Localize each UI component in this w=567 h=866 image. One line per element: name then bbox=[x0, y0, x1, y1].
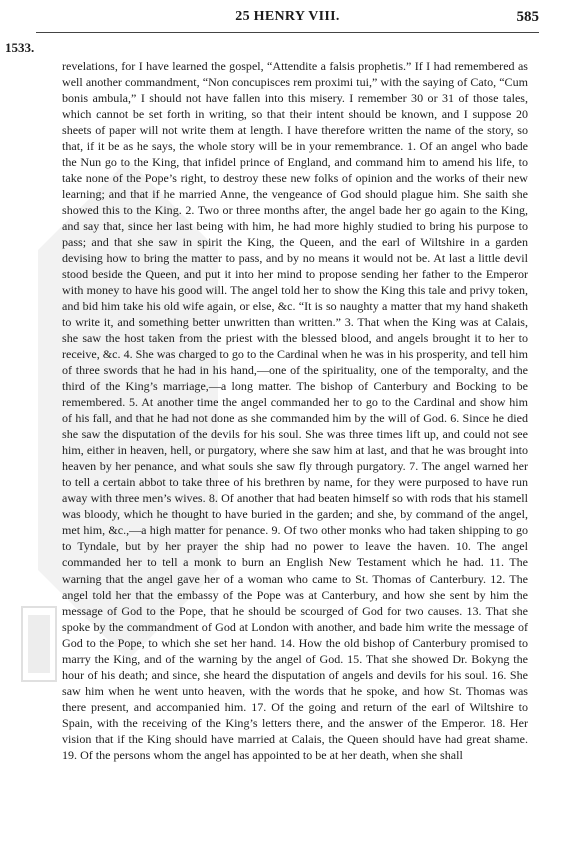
body-paragraph: revelations, for I have learned the gospel, “Attendite a falsis prophetis.” If I had remembered as well another commandment, “Non concupisces rem proximi tui,” with the saying of Cato, “Cum bonis ambula,” I should not have fallen into this misery. I remember 30 or 31 of those tales, which cannot be set forth in writing, so that their intent should be known, and I suppose 20 sheets of paper will not write them at length. I have therefore written the name of the story, so that, if it be as he says, the whole story will be in your remembrance. 1. Of an angel who bade the Nun go to the King, that infidel prince of England, and command him to amend his life, to take none of the Pope’s right, to destroy these new folks of opinion and the works of their new learning; and that if he married Anne, the vengeance of God should plague him. She saith she showed this to the King. 2. Two or three months after, the angel bade her go again to the King, and say that, since her last being with him, he had more highly studied to bring his purpose to pass; and that she saw in spirit the King, the Queen, and the earl of Wiltshire in a garden devising how to bring the matter to pass, and by no means it would not be. At last a little devil stood beside the Queen, and put it into her mind to propose sending her father to the Emperor with money to have his good will. The angel told her to show the King this tale and privy token, and bid him take his old wife again, or else, &c. “It is so naughty a matter that my hand shaketh to write it, and something better unwritten than written.” 3. That when the King was at Calais, she saw the host taken from the priest with the blessed blood, and angels brought it to her to receive, &c. 4. She was charged to go to the Cardinal when he was in his prosperity, and tell him of three swords that he had in his hand,—one of the spirituality, one of the temporalty, and the third of the King’s marriage,—a long matter. The bishop of Canterbury and Bocking to be remembered. 5. At another time the angel commanded her to go to the Cardinal and show him of his fall, and that he had not done as she commanded him by the will of God. 6. Since he died she saw the disputation of the devils for his soul. She was three times lift up, and could not see him, either in heaven, hell, or purgatory, where she saw him at last, and that he was brought into heaven by her penance, and what souls she saw fly through purgatory. 7. The angel warned her to tell a certain abbot to take three of his brethren by name, for they were purposed to have run away with three men’s wives. 8. Of another that had beaten himself so with rods that his stamell was bloody, which he thought to have buried in the garden; and she, by command of the angel, met him, &c.,—a high matter for penance. 9. Of two other monks who had taken shipping to go to Tyndale, but by her prayer the ship had no power to leave the haven. 10. The angel commanded her to tell a monk to burn an English New Testament which he had. 11. The warning that the angel gave her of a woman who came to St. Thomas of Canterbury. 12. The angel told her that the embassy of the Pope was at Canterbury, and how she sent by him the message of God to the Pope, that he should be scourged of God for two causes. 13. That she spoke by the commandment of God at London with another, and bade him write the message of God to the Pope, to which she set her hand. 14. How the old bishop of Canterbury promised to marry the King, and of the warning by the angel of God. 15. That she showed Dr. Bokyng the hour of his death; and since, she heard the disputation of angels and devils for his soul. 16. She saw him when he went unto heaven, with the words that he spoke, and how St. Thomas was there present, and accompanied him. 17. Of the going and return of the earl of Wiltshire to Spain, with the receiving of the King’s letters there, and the answer of the Emperor. 18. Her vision that if the King should have married at Calais, the Queen should have had great shame. 19. Of the persons whom the angel has appointed to be at her death, when she shall bbox=[62, 59, 528, 762]
page-header bbox=[36, 9, 539, 29]
library-stamp-icon bbox=[20, 605, 58, 683]
running-head: 25 HENRY VIII. bbox=[235, 9, 340, 24]
margin-year: 1533. bbox=[5, 40, 35, 55]
body-text bbox=[62, 58, 528, 763]
header-rule bbox=[36, 32, 539, 33]
page-number: 585 bbox=[516, 9, 539, 25]
